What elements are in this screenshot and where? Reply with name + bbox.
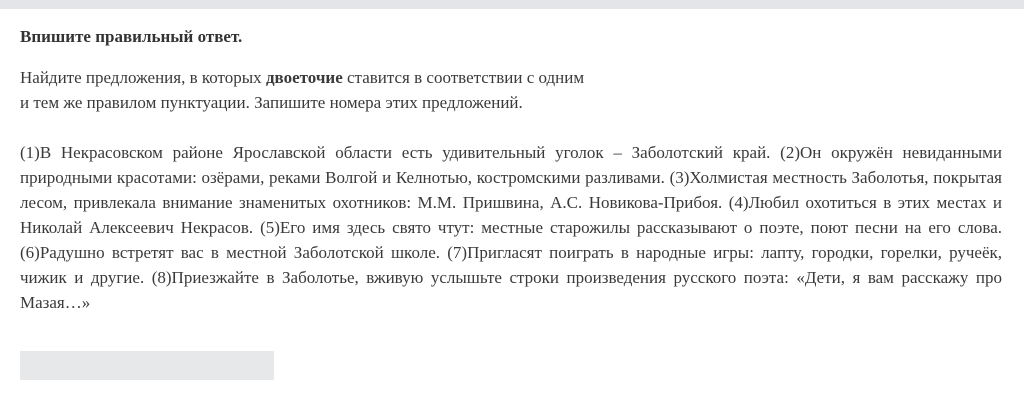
task-text-start: Найдите предложения, в которых xyxy=(20,68,266,87)
sentence-1: (1)В Некрасовском районе Ярославской области есть удивительный уголок – Заболотский край. xyxy=(20,143,771,162)
task-keyword: двоеточие xyxy=(265,68,343,87)
task-text xyxy=(20,65,660,115)
sentence-2: (2)Он окружён невиданными природными красотами: озёрами, реками Волгой и Келнотью, костромскими разливами. xyxy=(20,143,1002,187)
sentence-3: (3)Холмистая местность Заболотья, покрытая лесом, привлекала внимание знаменитых охотников: М.М. Пришвина, А.С. Новикова-Прибоя. xyxy=(20,168,1002,212)
top-bar xyxy=(0,0,1024,9)
instruction-heading: Впишите правильный ответ. xyxy=(20,27,243,46)
sentence-7: (7)Пригласят поиграть в народные игры: лапту, городки, горелки, ручеёк, чижик и другие. xyxy=(20,243,1002,287)
passage xyxy=(20,140,1002,315)
sentence-6: (6)Радушно встретят вас в местной Заболотской школе. xyxy=(20,243,441,262)
task-text-end: ставится в соответствии с одним xyxy=(342,68,585,87)
answer-input[interactable] xyxy=(20,351,274,380)
task-text-line2: и тем же правилом пунктуации. Запишите номера этих предложений. xyxy=(20,93,523,112)
sentence-4: (4)Любил охотиться в этих местах и Николай Алексеевич Некрасов. xyxy=(20,193,1002,237)
sentence-8: (8)Приезжайте в Заболотье, вживую услышьте строки произведения русского поэта: «Дети, я вам расскажу про Мазая…» xyxy=(20,268,1003,312)
question-block xyxy=(20,26,1002,315)
sentence-5: (5)Его имя здесь свято чтут: местные старожилы рассказывают о поэте, поют песни на его слова. xyxy=(260,218,1002,237)
